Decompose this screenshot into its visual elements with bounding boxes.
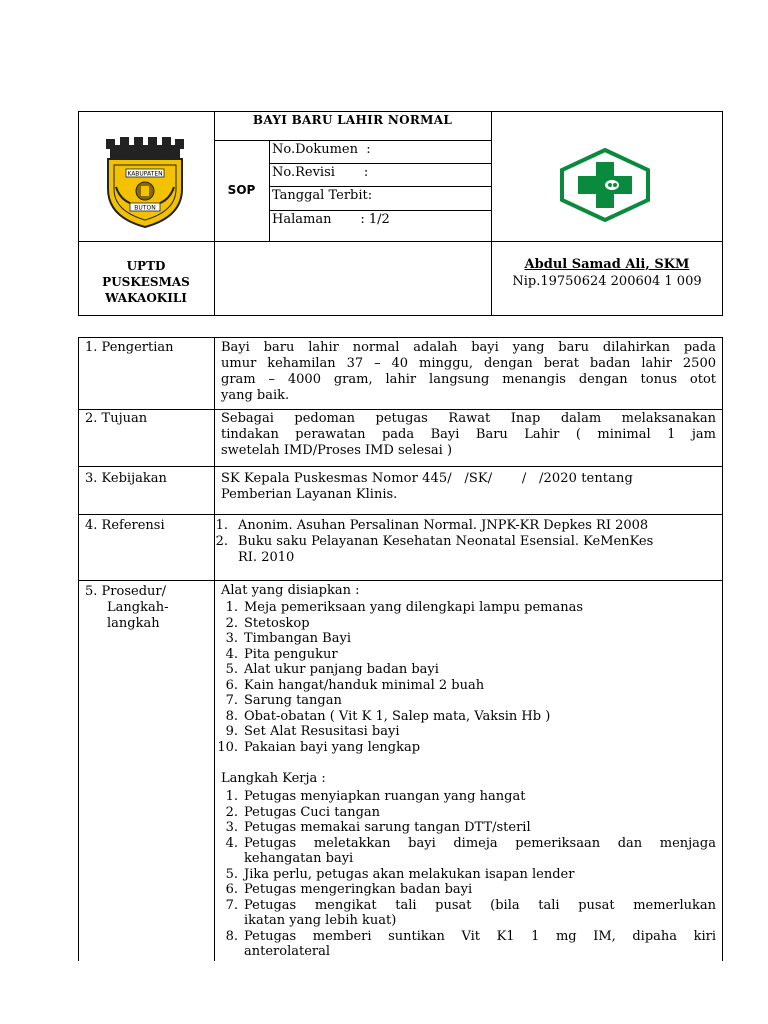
list-item: 2. Petugas Cuci tangan (225, 804, 381, 820)
list-item: 4. Petugas meletakkan bayi dimeja pemeriksaan dan menjaga kehangatan bayi (225, 835, 716, 866)
puskesmas-logo (560, 148, 650, 222)
text-tujuan: Sebagai pedoman petugas Rawat Inap dalam melaksanakan tindakan perawatan pada Bayi Baru Lahir ( minimal 1 jam swetelah IMD/Proses IMD selesai ) (221, 411, 716, 458)
field-halaman: Halaman : 1/2 (272, 212, 390, 227)
label-pengertian: 1. Pengertian (85, 340, 174, 355)
signatory-name: Abdul Samad Ali, SKM (524, 257, 690, 272)
list-item: 10. Pakaian bayi yang lengkap (217, 739, 421, 755)
label-prosedur: 5. Prosedur/ Langkah- langkah (85, 584, 169, 631)
divider (214, 140, 491, 141)
sop-label: SOP (227, 183, 256, 197)
list-item: 1. Anonim. Asuhan Persalinan Normal. JNPK-KR Depkes RI 2008 (215, 518, 649, 533)
kabupaten-buton-logo (100, 137, 190, 229)
divider (269, 210, 491, 211)
list-item: 8. Obat-obatan ( Vit K 1, Salep mata, Vaksin Hb ) (225, 708, 551, 724)
divider (78, 409, 723, 410)
label-referensi: 4. Referensi (85, 518, 165, 533)
field-tanggal-terbit: Tanggal Terbit: (272, 188, 373, 203)
list-item: 3. Petugas memakai sarung tangan DTT/steril (225, 820, 531, 835)
divider (78, 580, 723, 581)
list-item: 3. Timbangan Bayi (225, 631, 351, 646)
list-item: 9. Set Alat Resusitasi bayi (225, 724, 400, 739)
list-item: 4. Pita pengukur (225, 646, 338, 662)
list-item: 8. Petugas memberi suntikan Vit K1 1 mg IM, dipaha kiri anterolateral (225, 928, 716, 959)
field-no-dokumen: No.Dokumen : (272, 142, 371, 157)
signatory-nip: Nip.19750624 200604 1 009 (512, 274, 702, 289)
text-pengertian: Bayi baru lahir normal adalah bayi yang baru dilahirkan pada umur kehamilan 37 – 40 minggu, dengan berat badan lahir 2500 gram – 4000 gram, lahir langsung menangis dengan tonus otot yang baik. (221, 340, 716, 403)
divider (78, 241, 723, 242)
divider (78, 466, 723, 467)
list-item: 2. Stetoskop (225, 615, 310, 631)
document-title: BAYI BARU LAHIR NORMAL (252, 113, 453, 127)
field-no-revisi: No.Revisi : (272, 165, 369, 180)
label-tujuan: 2. Tujuan (85, 411, 148, 426)
list-alat (214, 600, 716, 755)
langkah-heading: Langkah Kerja : (221, 771, 326, 786)
list-item: 7. Sarung tangan (225, 693, 342, 708)
divider (78, 514, 723, 515)
list-item: 1. Meja pemeriksaan yang dilengkapi lampu pemanas (225, 600, 584, 615)
text-kebijakan: SK Kepala Puskesmas Nomor 445/ /SK/ / /2020 tentang Pemberian Layanan Klinis. (221, 471, 633, 502)
logo-top-text: KABUPATEN (127, 170, 163, 178)
list-referensi (214, 518, 716, 566)
logo-bottom-text: BUTON (134, 204, 156, 212)
list-item: 5. Alat ukur panjang badan bayi (225, 662, 439, 677)
list-item: 6. Kain hangat/handuk minimal 2 buah (225, 677, 485, 693)
list-item: 7. Petugas mengikat tali pusat (bila tali pusat memerlukan ikatan yang lebih kuat) (225, 897, 716, 928)
org-name: UPTD PUSKESMAS WAKAOKILI (102, 259, 190, 305)
list-langkah (214, 789, 716, 960)
list-item: 5. Jika perlu, petugas akan melakukan isapan lender (225, 866, 575, 882)
list-item: 2. Buku saku Pelayanan Kesehatan Neonatal Esensial. KeMenKes RI. 2010 (215, 534, 654, 565)
alat-heading: Alat yang disiapkan : (221, 583, 360, 598)
divider (269, 186, 491, 187)
divider (269, 140, 270, 241)
list-item: 1. Petugas menyiapkan ruangan yang hangat (225, 789, 526, 804)
divider (269, 163, 491, 164)
divider (214, 111, 215, 316)
label-kebijakan: 3. Kebijakan (85, 471, 167, 486)
list-item: 6. Petugas mengeringkan badan bayi (225, 882, 473, 897)
